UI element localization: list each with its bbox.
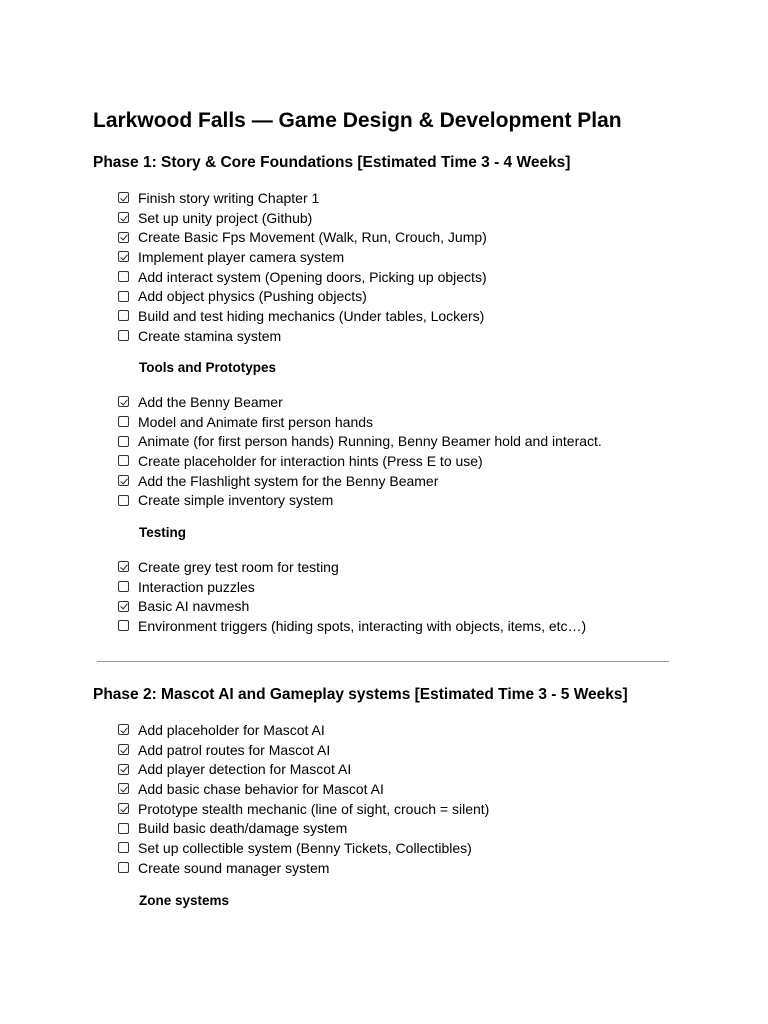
checklist-item (118, 227, 487, 247)
checklist-item (118, 451, 602, 471)
checked-checkbox[interactable] (118, 475, 129, 486)
checklist-item (118, 267, 487, 287)
checked-checkbox[interactable] (118, 232, 129, 243)
checked-checkbox[interactable] (118, 724, 129, 735)
checklist-item-label: Environment triggers (hiding spots, interacting with objects, items, etc…) (138, 617, 587, 634)
checklist-item (118, 577, 586, 597)
checklist-item-label: Add player detection for Mascot AI (138, 761, 352, 778)
checklist-item-label: Create grey test room for testing (138, 558, 339, 575)
unchecked-checkbox[interactable] (118, 291, 129, 302)
section-divider (97, 661, 669, 662)
tools-and-prototypes-heading: Tools and Prototypes (139, 360, 277, 375)
checklist-item (118, 326, 487, 346)
checklist-item (118, 596, 586, 616)
checked-checkbox[interactable] (118, 744, 129, 755)
checklist-item-label: Interaction puzzles (138, 578, 255, 595)
zone-systems-heading: Zone systems (139, 893, 230, 908)
checklist-item-label: Add the Benny Beamer (138, 393, 283, 410)
checklist-item (118, 208, 487, 228)
checklist-item (118, 471, 602, 491)
checklist-item (118, 858, 489, 878)
testing-heading: Testing (139, 525, 186, 540)
checklist-item (118, 799, 489, 819)
checked-checkbox[interactable] (118, 601, 129, 612)
checked-checkbox[interactable] (118, 783, 129, 794)
checked-checkbox[interactable] (118, 212, 129, 223)
checklist-item (118, 818, 489, 838)
checked-checkbox[interactable] (118, 396, 129, 407)
checklist-item (118, 306, 487, 326)
checklist-item (118, 838, 489, 858)
checklist-item-label: Create simple inventory system (138, 492, 334, 509)
checklist-item-label: Basic AI navmesh (138, 598, 250, 615)
checklist-item-label: Add placeholder for Mascot AI (138, 721, 325, 738)
phase-1-heading: Phase 1: Story & Core Foundations [Estimated Time 3 - 4 Weeks] (93, 154, 571, 171)
checklist-item (118, 490, 602, 510)
checklist-item-label: Set up collectible system (Benny Tickets, Collectibles) (138, 839, 472, 856)
checklist-item (118, 616, 586, 636)
checklist-item-label: Animate (for first person hands) Running, Benny Beamer hold and interact. (138, 433, 602, 450)
checklist-item (118, 247, 487, 267)
checklist-item (118, 412, 602, 432)
testing-checklist (118, 557, 586, 636)
unchecked-checkbox[interactable] (118, 416, 129, 427)
checked-checkbox[interactable] (118, 803, 129, 814)
checklist-item-label: Model and Animate first person hands (138, 413, 374, 430)
unchecked-checkbox[interactable] (118, 436, 129, 447)
checklist-item-label: Create sound manager system (138, 859, 330, 876)
checklist-item (118, 759, 489, 779)
checklist-item-label: Create stamina system (138, 327, 282, 344)
checklist-item-label: Finish story writing Chapter 1 (138, 189, 320, 206)
checklist-item-label: Add basic chase behavior for Mascot AI (138, 780, 384, 797)
unchecked-checkbox[interactable] (118, 581, 129, 592)
checklist-item (118, 188, 487, 208)
checklist-item (118, 720, 489, 740)
checklist-item (118, 392, 602, 412)
checked-checkbox[interactable] (118, 764, 129, 775)
checked-checkbox[interactable] (118, 192, 129, 203)
phase-2-core-checklist (118, 720, 489, 878)
checklist-item-label: Create placeholder for interaction hints (Press E to use) (138, 452, 483, 469)
unchecked-checkbox[interactable] (118, 271, 129, 282)
phase-1-core-checklist (118, 188, 487, 346)
unchecked-checkbox[interactable] (118, 842, 129, 853)
checklist-item-label: Create Basic Fps Movement (Walk, Run, Crouch, Jump) (138, 229, 487, 246)
checklist-item-label: Set up unity project (Github) (138, 209, 313, 226)
phase-2-heading: Phase 2: Mascot AI and Gameplay systems [Estimated Time 3 - 5 Weeks] (93, 686, 628, 703)
checklist-item-label: Implement player camera system (138, 248, 345, 265)
checklist-item (118, 740, 489, 760)
checklist-item-label: Prototype stealth mechanic (line of sight, crouch = silent) (138, 800, 490, 817)
unchecked-checkbox[interactable] (118, 620, 129, 631)
unchecked-checkbox[interactable] (118, 310, 129, 321)
checklist-item (118, 557, 586, 577)
checklist-item-label: Add patrol routes for Mascot AI (138, 741, 331, 758)
document-title: Larkwood Falls — Game Design & Development Plan (93, 109, 622, 132)
checklist-item (118, 286, 487, 306)
checklist-item-label: Add object physics (Pushing objects) (138, 288, 367, 305)
checklist-item (118, 779, 489, 799)
checklist-item-label: Build and test hiding mechanics (Under tables, Lockers) (138, 307, 485, 324)
checklist-item-label: Build basic death/damage system (138, 820, 348, 837)
checked-checkbox[interactable] (118, 561, 129, 572)
unchecked-checkbox[interactable] (118, 330, 129, 341)
checked-checkbox[interactable] (118, 251, 129, 262)
checklist-item (118, 431, 602, 451)
unchecked-checkbox[interactable] (118, 495, 129, 506)
unchecked-checkbox[interactable] (118, 455, 129, 466)
tools-checklist (118, 392, 602, 510)
unchecked-checkbox[interactable] (118, 823, 129, 834)
unchecked-checkbox[interactable] (118, 862, 129, 873)
checklist-item-label: Add the Flashlight system for the Benny Beamer (138, 472, 439, 489)
checklist-item-label: Add interact system (Opening doors, Picking up objects) (138, 268, 487, 285)
